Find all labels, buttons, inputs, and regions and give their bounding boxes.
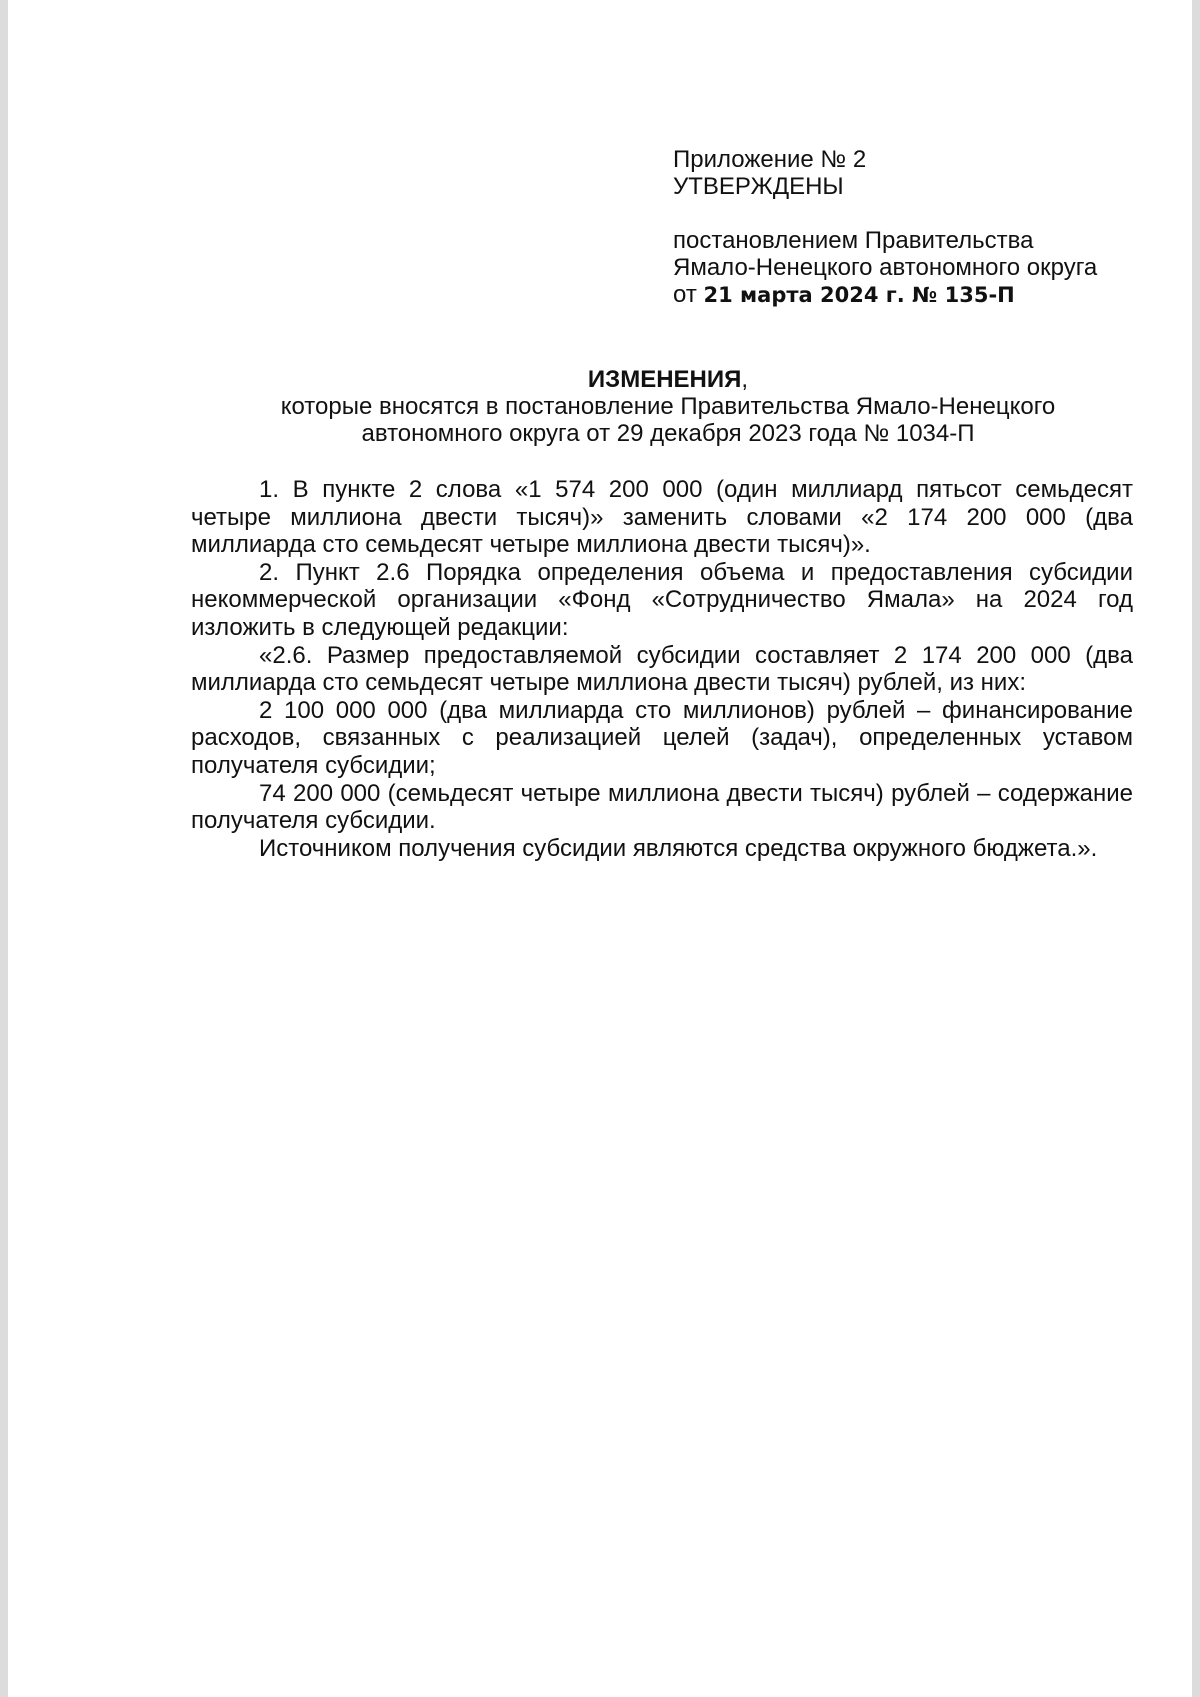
paragraph-6: Источником получения субсидии являются средства окружного бюджета.». (259, 834, 1098, 862)
page-edge-left (0, 0, 8, 1697)
document-subtitle-line2: автономного округа от 29 декабря 2023 года № 1034-П (361, 420, 975, 447)
approval-authority-line1: постановлением Правительства (673, 227, 1034, 254)
approval-authority-line2: Ямало-Ненецкого автономного округа (673, 254, 1098, 281)
approved-label: УТВЕРЖДЕНЫ (673, 173, 844, 200)
approval-date-line (673, 281, 1153, 309)
document-title-comma: , (741, 366, 749, 393)
document-title-text: ИЗМЕНЕНИЯ (587, 366, 742, 393)
paragraph-2: 2. Пункт 2.6 Порядка определения объема и предоставления субсидии некоммерческой организации «Фонд «Сотрудничество Ямала» на 2024 год изложить в следующей редакции: (191, 558, 1133, 641)
approval-block (673, 146, 1153, 309)
paragraph-1: 1. В пункте 2 слова «1 574 200 000 (один миллиард пятьсот семьдесят четыре миллиона двести тысяч)» заменить словами «2 174 200 000 (два миллиарда сто семьдесят четыре миллиона двести тысяч)». (191, 476, 1133, 559)
paragraph-5: 74 200 000 (семьдесят четыре миллиона двести тысяч) рублей – содержание получателя субсидии. (191, 779, 1133, 835)
page-edge-right (1192, 0, 1200, 1697)
approval-spacer (673, 200, 1153, 227)
document-body (191, 476, 1133, 862)
document-title (188, 366, 1148, 393)
document-subtitle-line1: которые вносятся в постановление Правительства Ямало-Ненецкого (280, 393, 1056, 420)
document-page (8, 0, 1192, 1697)
paragraph-3: «2.6. Размер предоставляемой субсидии составляет 2 174 200 000 (два миллиарда сто семьдесят четыре миллиона двести тысяч) рублей, из них: (191, 641, 1133, 697)
approval-date-value: 21 марта 2024 г. № 135-П (703, 283, 1015, 307)
approval-date-prefix: от (673, 281, 704, 308)
paragraph-4: 2 100 000 000 (два миллиарда сто миллионов) рублей – финансирование расходов, связанных с реализацией целей (задач), определенных уставом получателя субсидии; (191, 696, 1133, 779)
document-heading (188, 366, 1148, 447)
appendix-number: Приложение № 2 (673, 146, 867, 173)
